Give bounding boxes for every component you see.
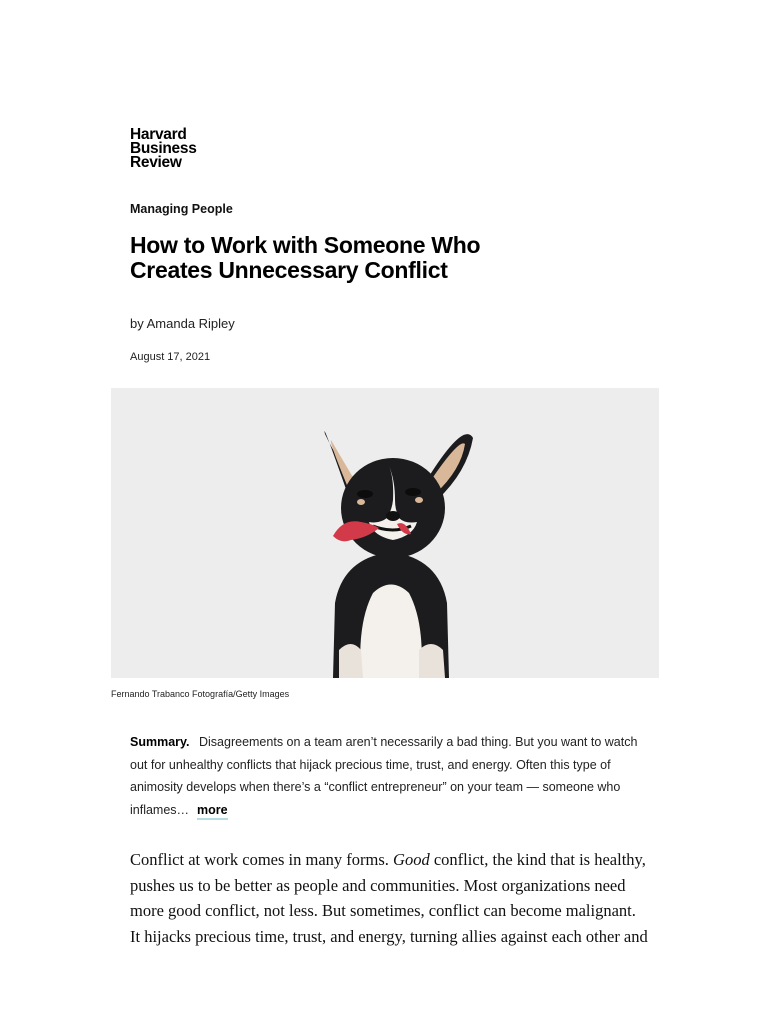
summary-label: Summary. (130, 735, 190, 749)
hero-image (111, 388, 659, 678)
body-text-start: Conflict at work comes in many forms. (130, 850, 394, 869)
logo-line-3: Review (130, 154, 182, 171)
article-summary (130, 731, 640, 821)
body-text-rest: conflict, the kind that is healthy, pushes us to be better as people and communities. Most organizations need more good conflict, not less. But sometimes, conflict can become malignant. It hijacks precious time, trust, and energy, turning allies against each other and (130, 850, 648, 947)
article-category-link[interactable]: Managing People (130, 202, 233, 216)
body-emphasis: Good (393, 850, 430, 869)
summary-more-button[interactable]: more (197, 803, 228, 820)
article-body-paragraph (130, 847, 650, 950)
summary-text: Disagreements on a team aren’t necessarily a bad thing. But you want to watch out for unhealthy conflicts that hijack precious time, trust, and energy. Often this type of animosity develops when there’s a “conflict entrepreneur” on your team — someone who inflames… (130, 735, 638, 817)
article-headline: How to Work with Someone Who Creates Unnecessary Conflict (130, 232, 481, 283)
logo-line-1: Harvard (130, 126, 187, 143)
image-credit: Fernando Trabanco Fotografía/Getty Images (111, 689, 290, 699)
chihuahua-illustration (111, 388, 659, 678)
logo-line-2: Business (130, 140, 197, 157)
hbr-logo[interactable] (130, 128, 197, 170)
article-date: August 17, 2021 (130, 351, 211, 363)
article-byline[interactable]: by Amanda Ripley (130, 316, 235, 331)
